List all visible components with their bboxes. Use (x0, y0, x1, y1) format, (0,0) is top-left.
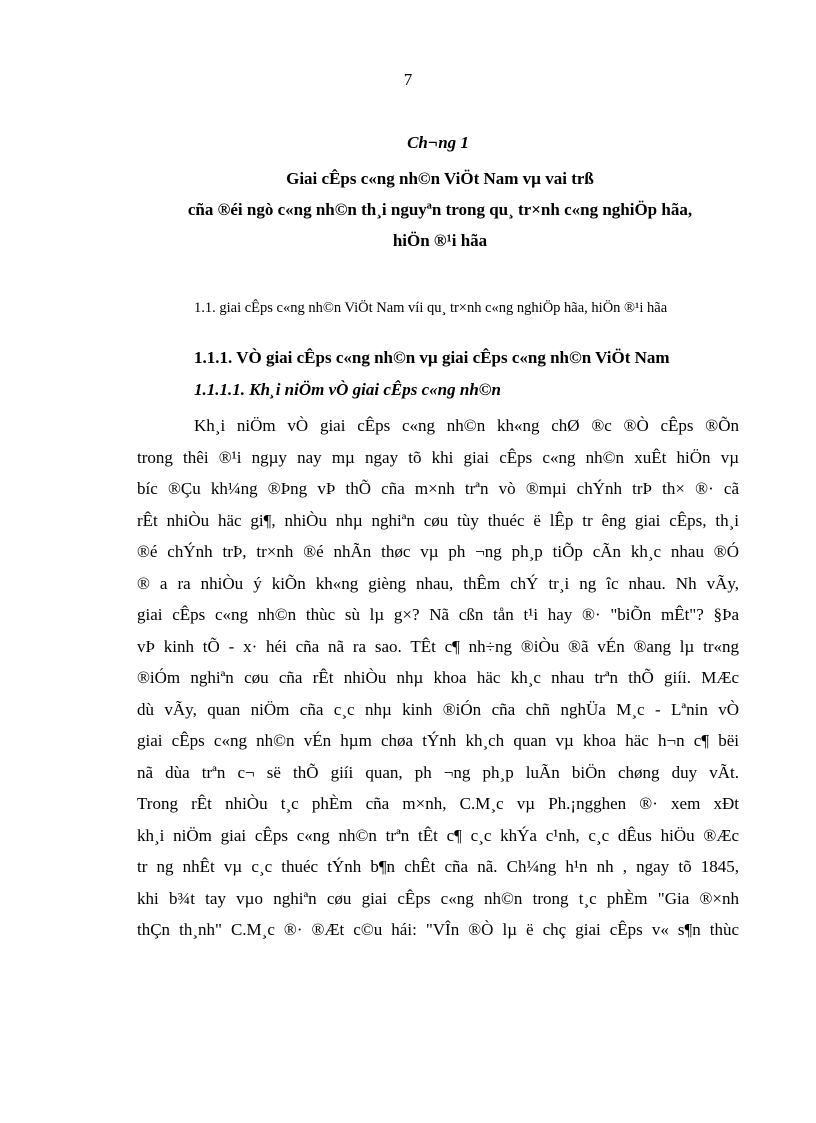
subsubsection-heading: 1.1.1.1. Kh¸i niÖm vÒ giai cÊps c«ng nh©n (194, 380, 501, 399)
body-line: giai cÊps c«ng nh©n thùc sù lµ g×? Nã cßn tån t¹i hay ®· "biÕn mÊt"? §Þa (137, 605, 739, 624)
body-line: rÊt nhiÒu häc gi¶, nhiÒu nhµ nghiªn cøu tùy thuéc ë lÊp tr êng giai cÊps, th¸i (137, 510, 739, 530)
body-line: nã dùa trªn c¬ së thÕ giíi quan, ph ¬ng ph¸p luÃn biÖn chøng duy vÃt. (137, 762, 739, 782)
body-line: khi b¾t tay vµo nghiªn cøu giai cÊps c«ng nh©n trong t¸c phÈm "Gia ®×nh (137, 888, 739, 908)
body-line: trong thêi ®¹i ngµy nay mµ ngay tõ khi giai cÊps c«ng nh©n xuÊt hiÖn vµ (137, 447, 739, 467)
section-heading: 1.1. giai cÊps c«ng nh©n ViÖt Nam víi qu¸ tr×nh c«ng nghiÖp hãa, hiÖn ®¹i hãa (194, 300, 668, 316)
body-line: ®iÓm nghiªn cøu cña rÊt nhiÒu nhµ khoa häc kh¸c nhau trªn thÕ giíi. MÆc (137, 668, 739, 687)
body-line: ®é chÝnh trÞ, tr×nh ®é nhÃn thøc vµ ph ¬ng ph¸p tiÕp cÃn kh¸c nhau ®Ó (137, 542, 739, 561)
body-line: Kh¸i niÖm vÒ giai cÊps c«ng nh©n kh«ng chØ ®c ®Ò cÊps ®Õn (194, 416, 739, 435)
body-line: kh¸i niÖm giai cÊps c«ng nh©n trªn tÊt c¶ c¸c khÝa c¹nh, c¸c dÊus hiÖu ®Æc (137, 825, 739, 845)
chapter-title (100, 163, 780, 256)
body-line: giai cÊps c«ng nh©n vÉn hµm chøa tÝnh kh¸ch quan vµ khoa häc h¬n c¶ bëi (137, 731, 739, 750)
chapter-title-line: Giai cÊps c«ng nh©n ViÖt Nam vµ vai trß (286, 169, 594, 188)
chapter-title-line: cña ®éi ngò c«ng nh©n th¸i nguyªn trong qu¸ tr×nh c«ng nghiÖp hãa, (187, 200, 693, 219)
body-line: vÞ kinh tÕ - x· héi cña nã ra sao. TÊt c¶ nh÷ng ®iÒu ®ã vÉn ®ang lµ tr«ng (137, 636, 739, 656)
body-line: thÇn th¸nh" C.M¸c ®· ®Æt c©u hái: "VÎn ®Ò lµ ë chç giai cÊps v« s¶n thùc (137, 920, 739, 939)
subsection-heading: 1.1.1. VÒ giai cÊps c«ng nh©n vµ giai cÊps c«ng nh©n ViÖt Nam (194, 348, 670, 367)
body-line: dù vÃy, quan niÖm cña c¸c nhµ kinh ®iÓn cña chñ nghÜa M¸c - Lªnin vÒ (137, 699, 739, 719)
body-paragraph (137, 410, 739, 946)
body-line: Trong rÊt nhiÒu t¸c phÈm cña m×nh, C.M¸c vµ Ph.¡ngghen ®· xem xÐt (137, 794, 739, 813)
body-line: bíc ®Çu kh¼ng ®Þng vÞ thÕ cña m×nh trªn vò ®mµi chÝnh trÞ th× ®· cã (137, 479, 739, 498)
body-line: ® a ra nhiÒu ý kiÕn kh«ng gièng nhau, thÊm chÝ tr¸i ng îc nhau. Nh vÃy, (137, 573, 739, 593)
chapter-heading: Ch¬ng 1 (407, 133, 469, 152)
page-number: 7 (403, 70, 413, 89)
chapter-title-line: hiÖn ®¹i hãa (392, 231, 488, 250)
body-line: tr ng nhÊt vµ c¸c thuéc tÝnh b¶n chÊt cña nã. Ch¼ng h¹n nh , ngay tõ 1845, (137, 857, 739, 876)
